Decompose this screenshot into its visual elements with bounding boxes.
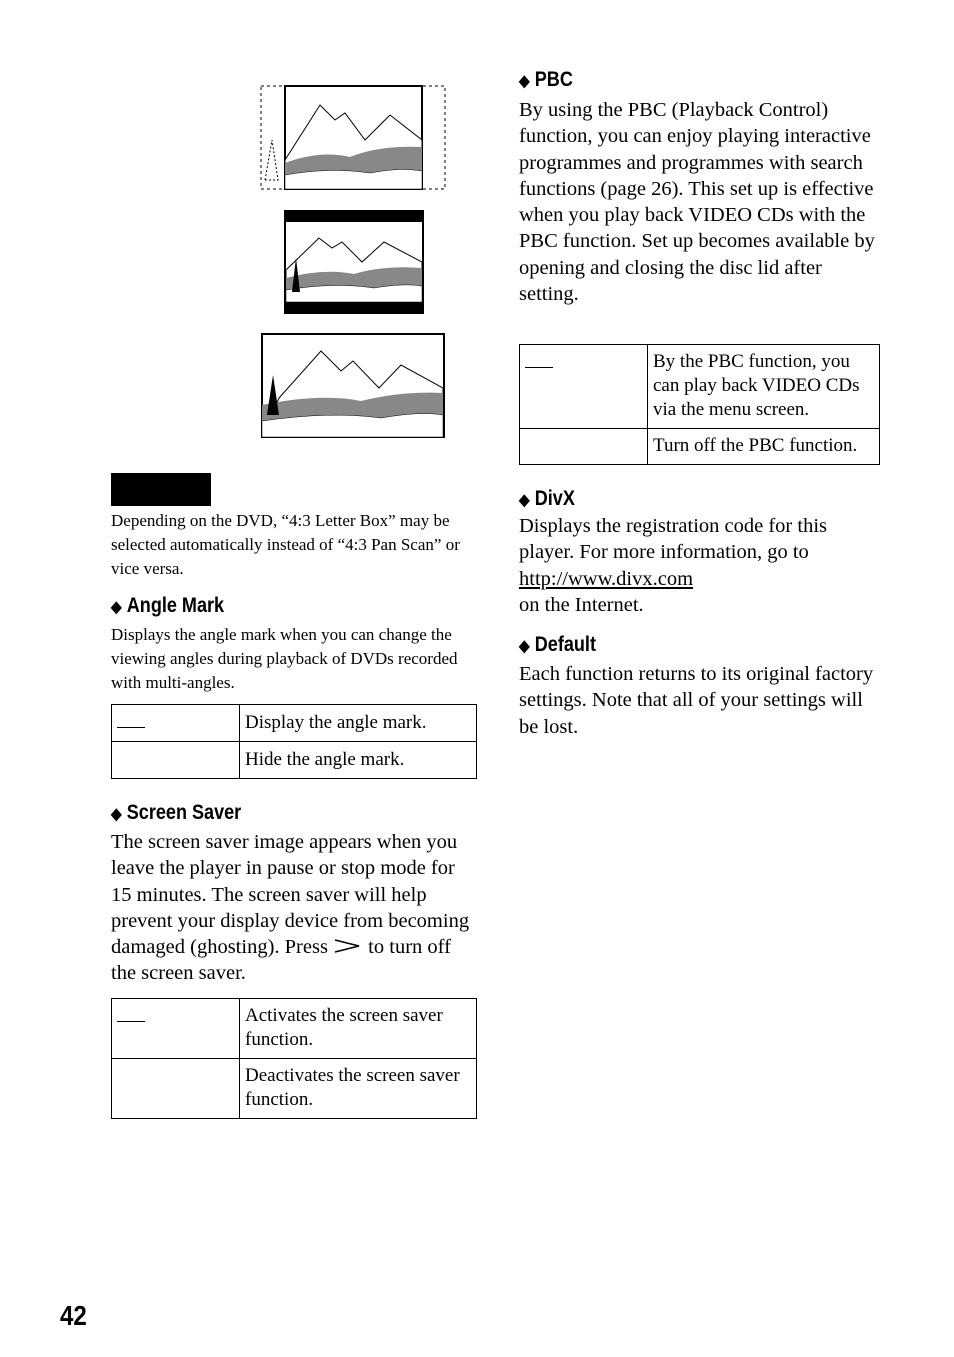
default-heading: ◆ Default: [519, 633, 596, 656]
option-desc: Deactivates the screen saver function.: [240, 1059, 477, 1119]
option-desc: By the PBC function, you can play back VIDEO CDs via the menu screen.: [648, 345, 880, 429]
wide-illustration: [261, 333, 445, 438]
divx-heading: ◆ DivX: [519, 487, 575, 510]
diamond-icon: ◆: [519, 73, 530, 90]
note-label-bar: [111, 473, 211, 506]
pbc-options-table: [519, 344, 880, 465]
option-key-cell: [112, 1059, 240, 1119]
angle-mark-body: Displays the angle mark when you can change the viewing angles during playback of DVDs recorded with multi-angles.: [111, 625, 458, 692]
diamond-icon: ◆: [111, 806, 122, 823]
diamond-icon: ◆: [111, 599, 122, 616]
option-key-cell: [112, 705, 240, 742]
divx-body: Displays the registration code for this player. For more information, go to http://www.divx.com on the Internet.: [519, 515, 828, 616]
screen-saver-body: The screen saver image appears when you leave the player in pause or stop mode for 15 minutes. The screen saver will help prevent your display device from becoming damaged (ghosting). Press to turn off the screen saver.: [111, 831, 470, 985]
screen-saver-options-table: [111, 998, 477, 1119]
angle-mark-options-table: [111, 704, 477, 779]
default-body: Each function returns to its original factory settings. Note that all of your settings will be lost.: [519, 663, 874, 738]
pbc-body: By using the PBC (Playback Control) function, you can enjoy playing interactive programmes and programmes with search functions (page 26). This set up is effective when you play back VIDEO CDs with the PBC function. Set up becomes available by opening and closing the disc lid after setting.: [519, 99, 875, 306]
option-desc: Activates the screen saver function.: [240, 999, 477, 1059]
option-desc: Turn off the PBC function.: [648, 429, 880, 465]
angle-mark-heading: ◆ Angle Mark: [111, 594, 225, 617]
note-text: Depending on the DVD, “4:3 Letter Box” may be selected automatically instead of “4:3 Pan Scan” or vice versa.: [111, 511, 460, 578]
pbc-heading: ◆ PBC: [519, 68, 573, 91]
letterbox-illustration: [284, 210, 424, 314]
page-number: 42: [60, 1300, 87, 1331]
option-key-cell: [112, 999, 240, 1059]
option-key-cell: [520, 345, 648, 429]
screen-saver-heading: ◆ Screen Saver: [111, 801, 242, 824]
pan-scan-illustration: [260, 85, 446, 191]
diamond-icon: ◆: [519, 492, 530, 509]
play-icon: [333, 938, 363, 954]
option-key-cell: [520, 429, 648, 465]
option-desc: Display the angle mark.: [240, 705, 477, 742]
diamond-icon: ◆: [519, 638, 530, 655]
divx-link[interactable]: http://www.divx.com: [519, 567, 694, 590]
option-desc: Hide the angle mark.: [240, 742, 477, 779]
option-key-cell: [112, 742, 240, 779]
